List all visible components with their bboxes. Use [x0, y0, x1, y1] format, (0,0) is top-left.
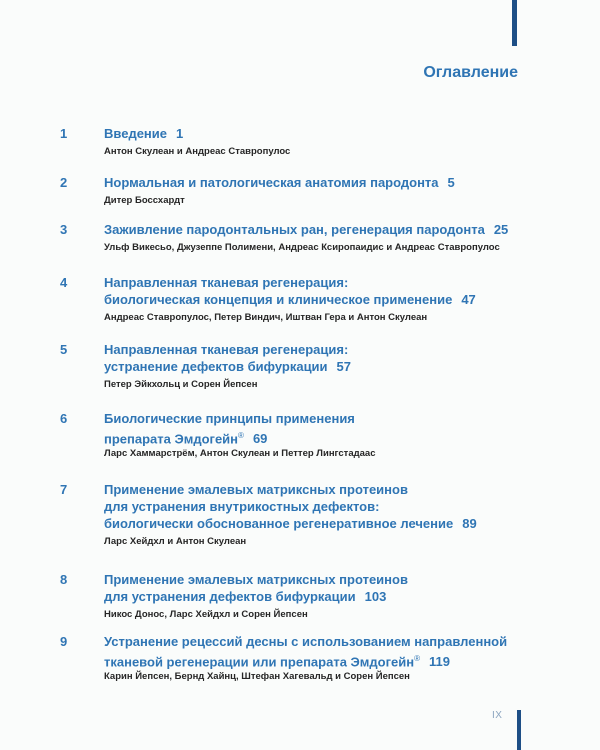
page-number: 69 — [252, 431, 268, 447]
registered-mark: ® — [238, 431, 244, 440]
chapter-title-line[interactable] — [104, 651, 450, 670]
chapter-authors: Карин Йепсен, Бернд Хайнц, Штефан Хагевальд и Сорен Йепсен — [104, 671, 410, 682]
chapter-authors: Дитер Боссхардт — [104, 195, 185, 206]
chapter-title-line[interactable] — [104, 634, 507, 650]
chapter-title-line[interactable] — [104, 411, 355, 427]
page-number: 25 — [493, 222, 509, 237]
chapter-title-text: тканевой регенерации или препарата Эмдогейн — [104, 654, 415, 670]
chapter-title-line[interactable] — [104, 428, 267, 447]
chapter-number: 8 — [60, 572, 68, 587]
chapter-title-text: Устранение рецессий десны с использованием направленной — [104, 634, 508, 649]
chapter-title-line[interactable] — [104, 359, 351, 375]
chapter-title-text: Применение эмалевых матриксных протеинов — [104, 482, 408, 497]
chapter-authors: Петер Эйкхольц и Сорен Йепсен — [104, 379, 258, 390]
chapter-title-line[interactable] — [104, 499, 379, 515]
page-number-roman: IX — [492, 710, 503, 721]
page-title: Оглавление — [423, 64, 518, 81]
chapter-title-line[interactable] — [104, 126, 183, 142]
chapter-title-line[interactable] — [104, 275, 348, 291]
chapter-title-line[interactable] — [104, 175, 455, 191]
chapter-title-text: биологически обоснованное регенеративное лечение — [104, 516, 454, 531]
chapter-authors: Никос Донос, Ларс Хейдхл и Сорен Йепсен — [104, 609, 308, 620]
chapter-title-text: Направленная тканевая регенерация: — [104, 342, 349, 357]
chapter-authors: Ларс Хейдхл и Антон Скулеан — [104, 536, 247, 547]
chapter-number: 9 — [60, 634, 68, 649]
page-number: 89 — [462, 516, 477, 531]
top-edge-bar — [512, 0, 517, 46]
page-number: 57 — [336, 359, 352, 374]
chapter-number: 2 — [60, 175, 68, 190]
chapter-number: 7 — [60, 482, 68, 497]
chapter-title-text: Биологические принципы применения — [104, 411, 355, 426]
page-number: 119 — [429, 654, 450, 670]
chapter-number: 3 — [60, 222, 68, 237]
chapter-title-text: Применение эмалевых матриксных протеинов — [104, 572, 408, 587]
chapter-title-line[interactable] — [104, 342, 348, 358]
chapter-title-line[interactable] — [104, 292, 476, 308]
chapter-authors: Ульф Викесьо, Джузеппе Полимени, Андреас Ксиропаидис и Андреас Ставропулос — [104, 242, 500, 253]
chapter-authors: Антон Скулеан и Андреас Ставропулос — [104, 146, 291, 157]
page-number: 1 — [176, 126, 184, 141]
bottom-edge-bar — [517, 710, 521, 750]
chapter-authors: Андреас Ставропулос, Петер Виндич, Иштван Гера и Антон Скулеан — [104, 312, 428, 323]
page-number: 47 — [461, 292, 476, 307]
chapter-title-text: препарата Эмдогейн — [104, 431, 239, 447]
chapter-title-line[interactable] — [104, 516, 477, 532]
registered-mark: ® — [414, 654, 420, 663]
chapter-title-text: Нормальная и патологическая анатомия пародонта — [104, 175, 439, 190]
chapter-title-text: Введение — [104, 126, 167, 141]
chapter-title-line[interactable] — [104, 482, 408, 498]
page-number: 103 — [364, 589, 387, 604]
chapter-title-line[interactable] — [104, 222, 508, 238]
chapter-number: 4 — [60, 275, 68, 290]
chapter-title-line[interactable] — [104, 589, 386, 605]
chapter-title-text: для устранения внутрикостных дефектов: — [104, 499, 380, 514]
page-number: 5 — [447, 175, 455, 190]
chapter-title-text: для устранения дефектов бифуркации — [104, 589, 356, 604]
chapter-title-text: устранение дефектов бифуркации — [104, 359, 328, 374]
chapter-title-text: биологическая концепция и клиническое применение — [104, 292, 453, 307]
chapter-number: 6 — [60, 411, 68, 426]
chapter-title-text: Заживление пародонтальных ран, регенерация пародонта — [104, 222, 485, 237]
chapter-authors: Ларс Хаммарстрём, Антон Скулеан и Петтер Лингстадаас — [104, 448, 376, 459]
chapter-title-text: Направленная тканевая регенерация: — [104, 275, 349, 290]
chapter-number: 1 — [60, 126, 68, 141]
chapter-number: 5 — [60, 342, 68, 357]
chapter-title-line[interactable] — [104, 572, 408, 588]
